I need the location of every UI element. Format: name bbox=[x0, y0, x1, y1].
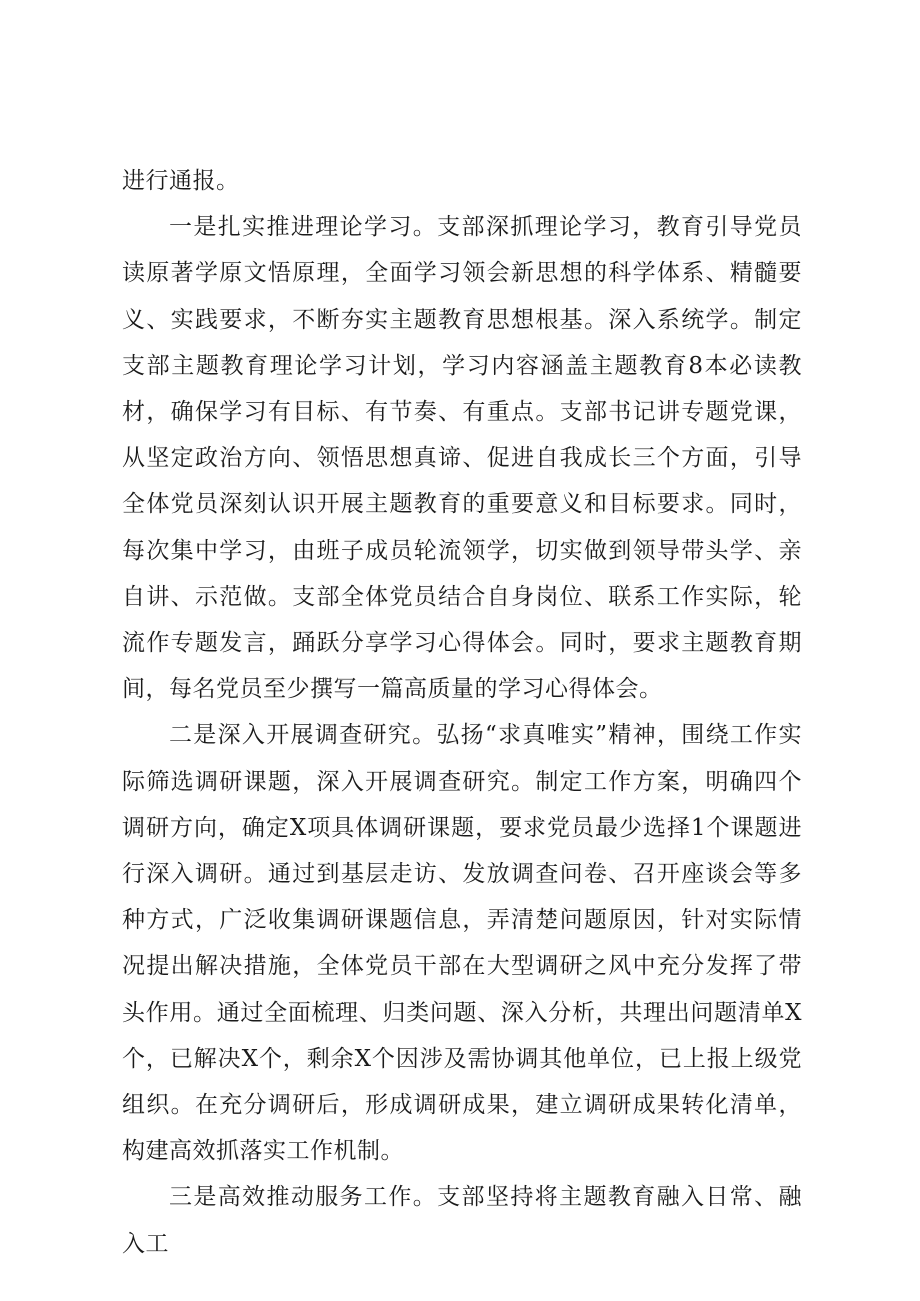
document-body bbox=[122, 158, 802, 1267]
paragraph-continuation: 进行通报。 bbox=[122, 168, 240, 194]
paragraph-investigation-research: 二是深入开展调查研究。弘扬“求真唯实”精神，围绕工作实际筛选调研课题，深入开展调查研究。制定工作方案，明确四个调研方向，确定X项具体调研课题，要求党员最少选择1个课题进行深入调研。通过到基层走访、发放调查问卷、召开座谈会等多种方式，广泛收集调研课题信息，弄清楚问题原因，针对实际情况提出解决措施，全体党员干部在大型调研之风中充分发挥了带头作用。通过全面梳理、归类问题、深入分析，共理出问题清单X个，已解决X个，剩余X个因涉及需协调其他单位，已上报上级党组织。在充分调研后，形成调研成果，建立调研成果转化清单，构建高效抓落实工作机制。 bbox=[122, 722, 802, 1165]
paragraph-service-work: 三是高效推动服务工作。支部坚持将主题教育融入日常、融入工 bbox=[122, 1184, 802, 1257]
paragraph-theory-study: 一是扎实推进理论学习。支部深抓理论学习，教育引导党员读原著学原文悟原理，全面学习领会新思想的科学体系、精髓要义、实践要求，不断夯实主题教育思想根基。深入系统学。制定支部主题教育理论学习计划，学习内容涵盖主题教育8本必读教材，确保学习有目标、有节奏、有重点。支部书记讲专题党课，从坚定政治方向、领悟思想真谛、促进自我成长三个方面，引导全体党员深刻认识开展主题教育的重要意义和目标要求。同时，每次集中学习，由班子成员轮流领学，切实做到领导带头学、亲自讲、示范做。支部全体党员结合自身岗位、联系工作实际，轮流作专题发言，踊跃分享学习心得体会。同时，要求主题教育期间，每名党员至少撰写一篇高质量的学习心得体会。 bbox=[122, 214, 802, 703]
